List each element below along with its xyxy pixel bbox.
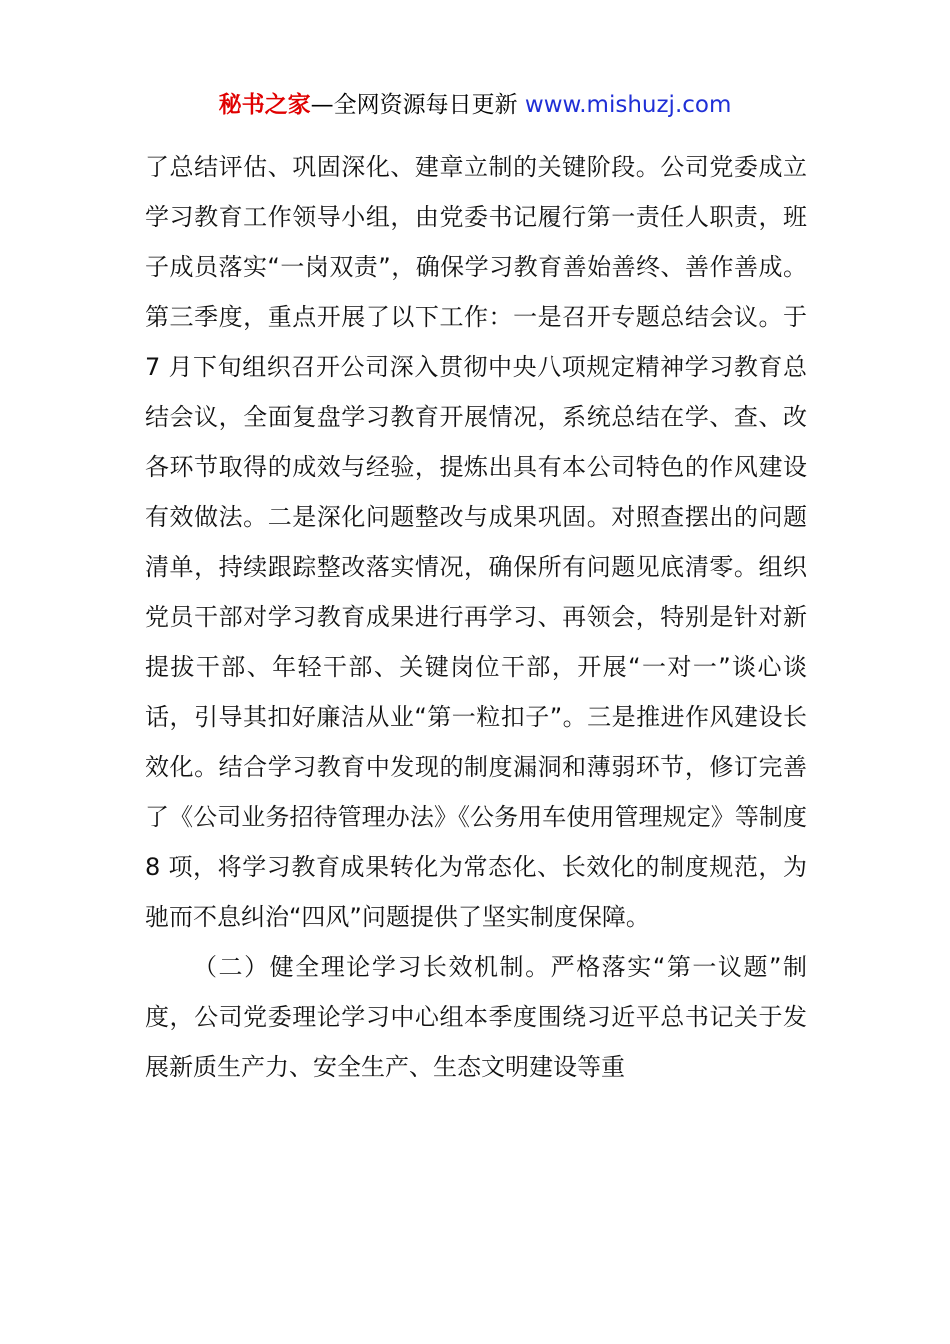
page-header: [0, 88, 950, 122]
website-link[interactable]: www.mishuzj.com: [524, 92, 732, 118]
paragraph-section-two: （二）健全理论学习长效机制。严格落实“第一议题”制度，公司党委理论学习中心组本季度围绕习近平总书记关于发展新质生产力、安全生产、生态文明建设等重: [145, 953, 807, 1081]
paragraph-continuation: 了总结评估、巩固深化、建章立制的关键阶段。公司党委成立学习教育工作领导小组，由党委书记履行第一责任人职责，班子成员落实“一岗双责”，确保学习教育善始善终、善作善成。第三季度，重点开展了以下工作：一是召开专题总结会议。于 7 月下旬组织召开公司深入贯彻中央八项规定精神学习教育总结会议，全面复盘学习教育开展情况，系统总结在学、查、改各环节取得的成效与经验，提炼出具有本公司特色的作风建设有效做法。二是深化问题整改与成果巩固。对照查摆出的问题清单，持续跟踪整改落实情况，确保所有问题见底清零。组织党员干部对学习教育成果进行再学习、再领会，特别是针对新提拔干部、年轻干部、关键岗位干部，开展“一对一”谈心谈话，引导其扣好廉洁从业“第一粒扣子”。三是推进作风建设长效化。结合学习教育中发现的制度漏洞和薄弱环节，修订完善了《公司业务招待管理办法》《公务用车使用管理规定》等制度 8 项，将学习教育成果转化为常态化、长效化的制度规范，为驰而不息纠治“四风”问题提供了坚实制度保障。: [145, 153, 807, 931]
header-tagline: —全网资源每日更新: [310, 92, 525, 118]
brand-name: 秘书之家: [218, 92, 311, 118]
document-body: [145, 142, 807, 1092]
